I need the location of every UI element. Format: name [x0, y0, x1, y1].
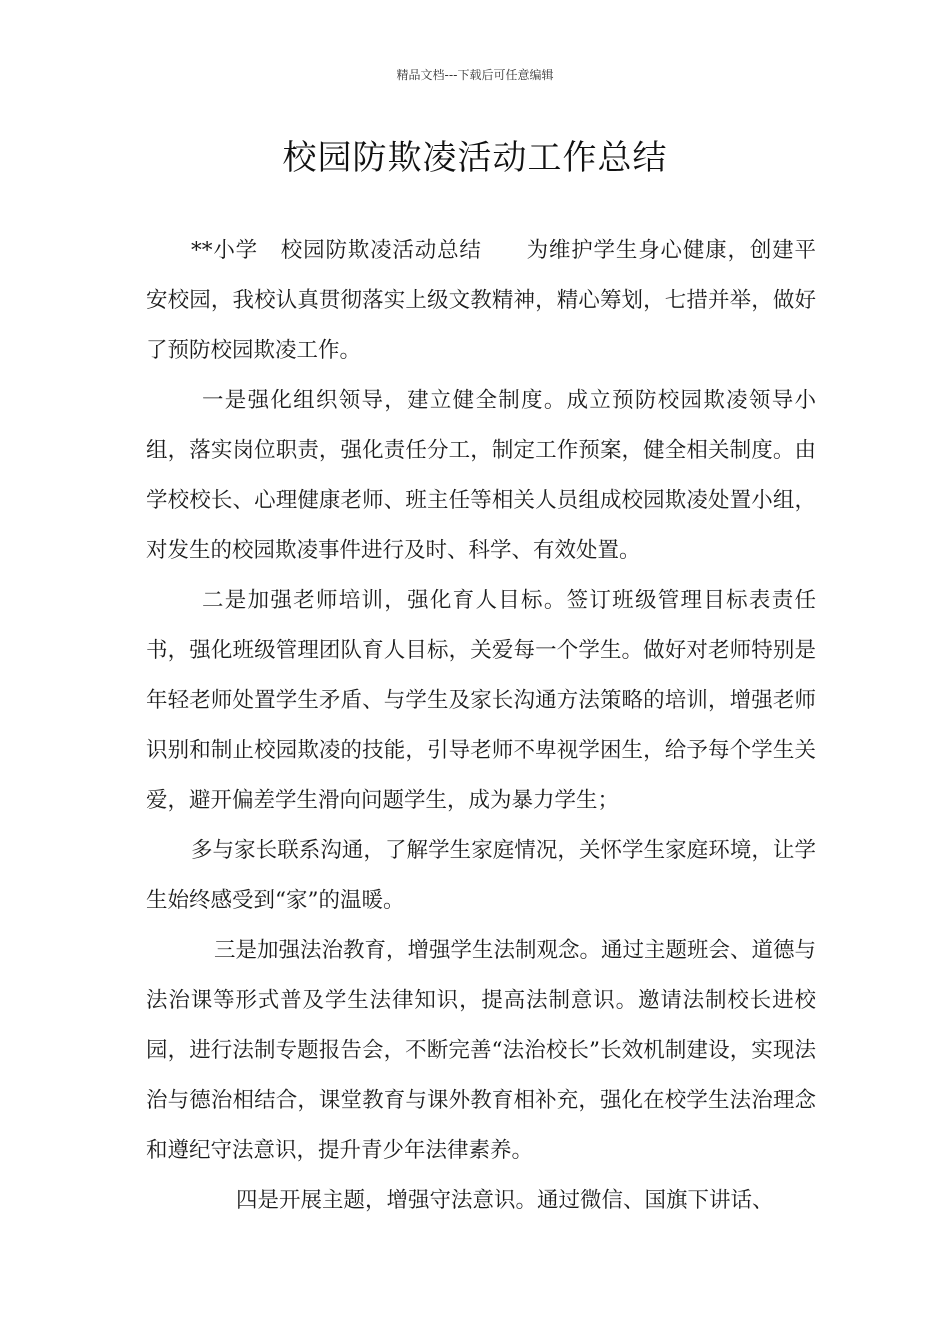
- intro-subject: 校园防欺凌活动总结: [279, 238, 482, 263]
- intro-text: 为维护学生身心健康，创建平安校园，我校认真贯彻落实上级文教精神，精心筹划，七措并举，做好了预防校园欺凌工作。: [146, 238, 816, 363]
- intro-paragraph: [146, 226, 816, 376]
- intro-school: **小学: [191, 238, 258, 263]
- paragraph-legal-education: 三是加强法治教育，增强学生法制观念。通过主题班会、道德与法治课等形式普及学生法律知识，提高法制意识。邀请法制校长进校园，进行法制专题报告会，不断完善“法治校长”长效机制建设，实现法治与德治相结合，课堂教育与课外教育相补充，强化在校学生法治理念和遵纪守法意识，提升青少年法律素养。: [146, 938, 817, 1163]
- document-body: [146, 226, 816, 1226]
- paragraph-teacher-training: 二是加强老师培训，强化育人目标。签订班级管理目标表责任书，强化班级管理团队育人目标，关爱每一个学生。做好对老师特别是年轻老师处置学生矛盾、与学生及家长沟通方法策略的培训，增强老师识别和制止校园欺凌的技能，引导老师不卑视学困生，给予每个学生关爱，避开偏差学生滑向问题学生，成为暴力学生；: [146, 588, 816, 813]
- header-note: 精品文档---下载后可任意编辑: [396, 68, 554, 82]
- paragraph-parent-contact: 多与家长联系沟通，了解学生家庭情况，关怀学生家庭环境，让学生始终感受到“家”的温暖。: [146, 838, 816, 913]
- paragraph-organization: 一是强化组织领导，建立健全制度。成立预防校园欺凌领导小组，落实岗位职责，强化责任分工，制定工作预案，健全相关制度。由学校校长、心理健康老师、班主任等相关人员组成校园欺凌处置小组，对发生的校园欺凌事件进行及时、科学、有效处置。: [146, 388, 816, 563]
- document-title: 校园防欺凌活动工作总结: [282, 138, 668, 178]
- paragraph-themed-activities: 四是开展主题，增强守法意识。通过微信、国旗下讲话、: [236, 1188, 774, 1213]
